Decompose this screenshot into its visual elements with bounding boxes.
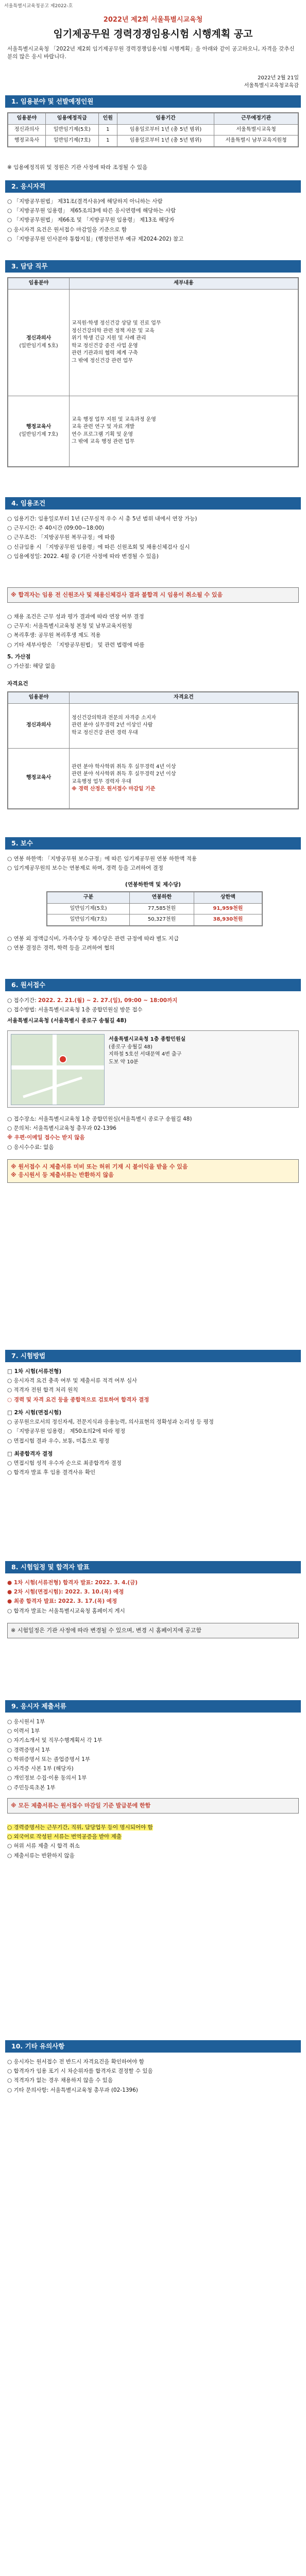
list-item: ○ 경력증명서 1부 — [7, 1747, 50, 1753]
list-item: ○ 허위 서류 제출 시 합격 취소 — [7, 1843, 80, 1850]
list-item: ● 2차 시험(면접시험): 2022. 3. 10.(목) 예정 — [7, 1589, 124, 1596]
exam-method — [7, 1368, 299, 1478]
documents-highlights — [7, 1824, 299, 1861]
t3-items — [70, 396, 298, 466]
pay-list — [7, 855, 299, 874]
table-row — [8, 748, 298, 808]
list-item: ○ 임기제공무원의 보수는 연봉제로 하며, 경력 등을 고려하여 결정 — [7, 865, 163, 872]
t5-cell: 91,959천원 — [194, 903, 262, 914]
req-item: 교육행정 업무 경력자 우대 — [72, 778, 131, 785]
t3-field — [8, 396, 70, 466]
list-item: ○ 면접시험 성적 우수자 순으로 최종합격자 결정 — [7, 1460, 122, 1466]
notice-text: ※ 시험일정은 기관 사정에 따라 변경될 수 있으며, 변경 시 홈페이지에 공고함 — [11, 1627, 201, 1634]
t1-cell: 1 — [98, 135, 117, 147]
notice-box — [7, 587, 299, 603]
duty-item: 교직원·학생 정신건강 상담 및 진료 업무 — [72, 320, 161, 326]
warning-text: ※ 응시원서 등 제출서류는 반환하지 않음 — [11, 1171, 114, 1178]
field-name: 정신과의사 — [26, 335, 52, 341]
section-6-title: 6. 원서접수 — [5, 979, 301, 991]
duty-item: 학교 정신건강 증진 사업 운영 — [72, 343, 138, 349]
list-item: ○ 「지방공무원 임용령」 제50조의2에 따라 평정 — [7, 1428, 126, 1435]
schedule-list — [7, 1579, 299, 1617]
t1-cell: 행정교육사 — [8, 135, 46, 147]
map-line: 도보 약 10분 — [109, 1059, 139, 1065]
t4-header: 자격요건 — [70, 692, 298, 704]
header — [7, 15, 299, 41]
conditions-list-2 — [7, 613, 299, 672]
period-label: ○ 접수기간: — [7, 997, 37, 1004]
map-directions — [109, 1036, 294, 1066]
qualification-list — [7, 198, 299, 245]
table-5 — [46, 891, 263, 926]
duty-item: 정신건강의학 관련 정책 자문 및 교육 — [72, 328, 155, 334]
announce-date: 2022년 2월 21일 — [258, 75, 299, 81]
t1-cell: 일반임기제(5호) — [45, 124, 98, 135]
page-title: 임기제공무원 경력경쟁임용시험 시행계획 공고 — [53, 28, 253, 40]
field-name: 행정교육사 — [26, 424, 52, 430]
warning-box — [7, 1159, 299, 1183]
list-item: ○ 기타 세부사항은 「지방공무원법」 및 관련 법령에 따름 — [7, 641, 145, 648]
t5-cell: 38,930천원 — [194, 914, 262, 926]
duty-item: 그 밖에 정신건강 관련 업무 — [72, 358, 133, 364]
highlight-line: ○ 경력증명서는 근무기간, 직위, 담당업무 등이 명시되어야 함 — [7, 1824, 153, 1831]
list-item: ○ 개인정보 수집·이용 동의서 1부 — [7, 1775, 87, 1782]
list-item: ○ 가산점: 해당 없음 — [7, 663, 56, 670]
list-item: ○ 임용예정일: 2022. 4월 중 (기관 사정에 따라 변경될 수 있음) — [7, 553, 159, 560]
top-note: 서울특별시교육청공고 제2022-호 — [4, 4, 73, 9]
step-title: □ 2차 시험(면접시험) — [7, 1409, 62, 1416]
list-item: ○ 면접시험 결과 우수, 보통, 미흡으로 평정 — [7, 1437, 110, 1444]
t1-cell: 서울특별시 남부교육지원청 — [214, 135, 298, 147]
t4-items — [70, 748, 298, 808]
pay-notes — [7, 935, 299, 954]
t1-header: 인원 — [98, 113, 117, 125]
list-item: ● 1차 시험(서류전형) 합격자 발표: 2022. 3. 4.(금) — [7, 1580, 138, 1586]
t5-header: 구분 — [47, 892, 130, 904]
documents-list — [7, 1718, 299, 1793]
section-8-title: 8. 시험일정 및 합격자 발표 — [5, 1561, 301, 1573]
list-item: ○ 신규임용 시 「지방공무원 임용령」에 따른 신원조회 및 채용신체검사 실시 — [7, 544, 190, 550]
t1-cell: 정신과의사 — [8, 124, 46, 135]
list-item: ○ 「지방공무원법」 제66조 및 「지방공무원 임용령」 제13조 해당자 — [7, 217, 175, 224]
list-item: ○ 「지방공무원 인사분야 통합지침」(행정안전부 예규 제2024-202) 참고 — [7, 235, 184, 242]
list-item: ○ 제출서류는 반환하지 않음 — [7, 1852, 75, 1859]
list-item: ※ 우편·이메일 접수는 받지 않음 — [7, 1134, 85, 1141]
duty-item: 위기 학생 긴급 지원 및 사례 관리 — [72, 335, 146, 341]
table-row — [8, 289, 298, 396]
warning-text: ※ 원서접수 시 제출서류 미비 또는 허위 기재 시 불이익을 받을 수 있음 — [11, 1163, 188, 1170]
list-item: ○ 응시자격 요건 충족 여부 및 제출서류 적격 여부 심사 — [7, 1378, 138, 1384]
list-item: ○ 응시원서 1부 — [7, 1719, 45, 1725]
schedule-notice — [7, 1623, 299, 1638]
t1-cell: 임용일로부터 1년 (총 5년 범위) — [117, 135, 214, 147]
t3-items — [70, 289, 298, 396]
subheading: 5. 가산점 — [7, 653, 31, 660]
t3-header: 임용분야 — [8, 278, 70, 290]
authority: 서울특별시교육청교육감 — [244, 82, 299, 89]
section-10-title: 10. 기타 유의사항 — [5, 2040, 301, 2053]
method-value: 서울특별시교육청 1층 종합민원실 방문 접수 — [38, 1007, 143, 1013]
period-value: 2022. 2. 21.(월) ~ 2. 27.(일), 09:00 ~ 18:00까지 — [38, 997, 178, 1004]
t1-header: 근무예정기관 — [214, 113, 298, 125]
list-item: ○ 근무지: 서울특별시교육청 본청 및 남부교육지원청 — [7, 623, 132, 630]
list-item: ○ 자격증 사본 1부 (해당자) — [7, 1766, 74, 1772]
duty-item: 연수 프로그램 기획 및 운영 — [72, 431, 133, 437]
notice-text: ※ 합격자는 임용 전 신원조사 및 채용신체검사 결과 불합격 시 임용이 취소될 수 있음 — [11, 591, 223, 598]
other-notes — [7, 2058, 299, 2096]
list-item: ○ 합격자 발표 후 임용 결격사유 확인 — [7, 1469, 96, 1476]
t5-cell: 50,327천원 — [130, 914, 194, 926]
t1-header: 임용예정직급 — [45, 113, 98, 125]
t3-header: 세부내용 — [70, 278, 298, 290]
list-item: ○ 주민등록초본 1부 — [7, 1784, 56, 1791]
table-1 — [7, 112, 299, 147]
list-item: ○ 기타 문의사항: 서울특별시교육청 총무과 (02-1396) — [7, 2087, 138, 2093]
req-item: 관련 분야 석사학위 취득 후 실무경력 2년 이상 — [72, 771, 176, 777]
application-info — [7, 997, 299, 1027]
field-sub: (일반임기제 7호) — [19, 431, 58, 437]
field-name: 행정교육사 — [8, 748, 70, 808]
table-row — [47, 914, 262, 926]
map-line: (종로구 송월길 48) — [109, 1044, 152, 1050]
t1-cell: 1 — [98, 124, 117, 135]
t1-cell: 일반임기제(7호) — [45, 135, 98, 147]
date-line — [7, 75, 299, 90]
map-line: 지하철 5호선 서대문역 4번 출구 — [109, 1052, 182, 1057]
section-4-title: 4. 임용조건 — [5, 497, 301, 510]
table-row — [8, 396, 298, 466]
table-row — [8, 135, 298, 147]
list-item: ● 최종 합격자 발표: 2022. 3. 17.(목) 예정 — [7, 1598, 117, 1605]
table-row — [8, 703, 298, 748]
t1-cell: 서울특별시교육청 — [214, 124, 298, 135]
t5-header: 상한액 — [194, 892, 262, 904]
duty-item: 교육 관련 연구 및 자료 개발 — [72, 424, 135, 430]
t3-field — [8, 289, 70, 396]
list-item: ○ 경력 및 자격 요건 등을 종합적으로 검토하여 합격자 결정 — [7, 1396, 149, 1403]
table-4-title: 자격요건 — [7, 681, 28, 687]
req-item: 정신건강의학과 전문의 자격증 소지자 — [72, 715, 157, 721]
field-sub: (일반임기제 5호) — [19, 343, 58, 349]
section-9-title: 9. 응시자 제출서류 — [5, 1700, 301, 1713]
step-title: □ 최종합격자 결정 — [7, 1450, 53, 1457]
conditions-list — [7, 515, 299, 562]
header-subtitle: 2022년 제2회 서울특별시교육청 — [103, 16, 203, 24]
map-pin-icon — [59, 1055, 67, 1063]
application-notes — [7, 1115, 299, 1153]
list-item: ○ 합격자 발표는 서울특별시교육청 홈페이지 게시 — [7, 1607, 125, 1614]
duty-item: 그 밖에 교육 행정 관련 업무 — [72, 439, 135, 445]
list-item: ○ 접수장소: 서울특별시교육청 1층 종합민원실(서울특별시 종로구 송월길 48) — [7, 1116, 192, 1122]
t1-header: 임용기간 — [117, 113, 214, 125]
table-row — [47, 903, 262, 914]
table-5-title: (연봉하한액 및 제수당) — [125, 882, 181, 888]
req-item: 관련 분야 학사학위 취득 후 실무경력 4년 이상 — [72, 764, 176, 770]
field-name: 정신과의사 — [8, 703, 70, 748]
location-map — [7, 1030, 299, 1108]
map-image — [11, 1034, 105, 1105]
t4-header: 임용분야 — [8, 692, 70, 704]
list-item: ○ 복리후생: 공무원 복리후생 제도 적용 — [7, 632, 101, 639]
list-item: ○ 합격자가 임용 포기 시 차순위자를 합격자로 결정할 수 있음 — [7, 2068, 153, 2075]
section-5-title: 5. 보수 — [5, 837, 301, 850]
req-item: ※ 경력 산정은 원서접수 마감일 기준 — [72, 786, 156, 792]
t1-header: 임용분야 — [8, 113, 46, 125]
list-item: ○ 임용기간: 임용일로부터 1년 (근무실적 우수 시 총 5년 범위 내에서 연장 가능) — [7, 516, 197, 522]
notice-text: ※ 모든 제출서류는 원서접수 마감일 기준 발급분에 한함 — [11, 1802, 151, 1809]
list-item: ○ 응시수수료: 없음 — [7, 1144, 54, 1150]
intro-text: 서울특별시교육청 「2022년 제2회 임기제공무원 경력경쟁임용시험 시행계획」을 아래와 같이 공고하오니, 자격을 갖추신 분의 많은 응시 바랍니다. — [7, 46, 295, 60]
list-item: ○ 공무원으로서의 정신자세, 전문지식과 응용능력, 의사표현의 정확성과 논리성 등 평정 — [7, 1419, 214, 1426]
list-item: ○ 이력서 1부 — [7, 1728, 40, 1735]
list-item: ○ 응시자격 요건은 원서접수 마감일을 기준으로 함 — [7, 226, 127, 233]
method-label: ○ 접수방법: — [7, 1007, 37, 1013]
list-item: ○ 연봉 하한액: 「지방공무원 보수규정」에 따른 임기제공무원 연봉 하한액 적용 — [7, 856, 197, 862]
table-4 — [7, 691, 299, 809]
duty-item: 교육 행정 업무 지원 및 교육과정 운영 — [72, 416, 156, 422]
section-7-title: 7. 시험방법 — [5, 1350, 301, 1362]
req-item: 학교 정신건강 관련 경력 우대 — [72, 730, 138, 736]
section-1-title: 1. 임용분야 및 선발예정인원 — [5, 95, 301, 108]
list-item: ○ 적격자가 없는 경우 채용하지 않을 수 있음 — [7, 2077, 113, 2084]
list-item: ○ 자기소개서 및 직무수행계획서 각 1부 — [7, 1737, 103, 1744]
list-item: ○ 채용 조건은 근무 성과 평가 결과에 따라 연장 여부 결정 — [7, 614, 144, 620]
list-item: ○ 학위증명서 또는 졸업증명서 1부 — [7, 1756, 91, 1762]
map-caption: 서울특별시교육청 (서울특별시 종로구 송월길 48) — [7, 1018, 127, 1024]
table-3 — [7, 277, 299, 467]
section-2-title: 2. 응시자격 — [5, 180, 301, 193]
table-1-note — [7, 164, 299, 173]
table-row — [8, 124, 298, 135]
step-title: □ 1차 시험(서류전형) — [7, 1368, 62, 1375]
list-item: ○ 「지방공무원법」 제31조(결격사유)에 해당하지 아니하는 사람 — [7, 198, 163, 205]
list-item: ○ 문의처: 서울특별시교육청 총무과 02-1396 — [7, 1125, 116, 1132]
list-item: ○ 응시자는 원서접수 전 반드시 자격요건을 확인하여야 함 — [7, 2059, 144, 2065]
t4-items — [70, 703, 298, 748]
list-item: ○ 연봉 결정은 경력, 학력 등을 고려하여 협의 — [7, 945, 115, 952]
list-item: ○ 근무조건: 「지방공무원 복무규정」에 따름 — [7, 534, 115, 541]
section-3-title: 3. 담당 직무 — [5, 260, 301, 273]
list-item: ○ 연봉 외 정액급식비, 가족수당 등 제수당은 관련 규정에 따라 별도 지급 — [7, 936, 179, 942]
list-item: ○ 적격자 전원 합격 처리 원칙 — [7, 1387, 78, 1394]
note-line: ※ 임용예정직위 및 정원은 기관 사정에 따라 조정될 수 있음 — [7, 164, 148, 171]
req-item: 관련 분야 실무경력 2년 이상인 사람 — [72, 722, 153, 728]
t5-header: 연봉하한 — [130, 892, 194, 904]
t5-cell: 일반임기제(7호) — [47, 914, 130, 926]
highlight-line: ○ 외국어로 작성된 서류는 번역공증을 받아 제출 — [7, 1834, 122, 1840]
documents-notice — [7, 1798, 299, 1814]
t5-cell: 일반임기제(5호) — [47, 903, 130, 914]
map-line: 서울특별시교육청 1층 종합민원실 — [109, 1037, 186, 1042]
list-item: ○ 「지방공무원 임용령」 제65조의3에 따른 응시연령에 해당하는 사람 — [7, 208, 176, 214]
t5-cell: 77,585천원 — [130, 903, 194, 914]
list-item: ○ 근무시간: 주 40시간 (09:00~18:00) — [7, 525, 104, 532]
duty-item: 관련 기관과의 협력 체계 구축 — [72, 350, 138, 356]
t1-cell: 임용일로부터 1년 (총 5년 범위) — [117, 124, 214, 135]
